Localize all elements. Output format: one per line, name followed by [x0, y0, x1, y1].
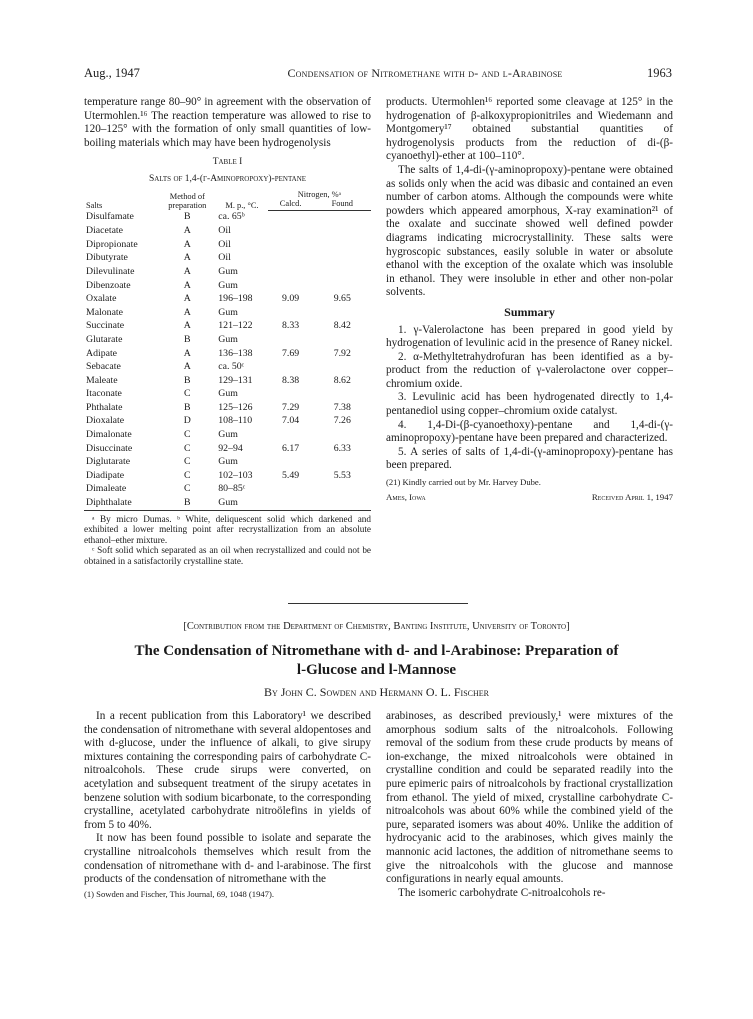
- cell-calcd: [268, 455, 314, 469]
- cell-found: 6.33: [333, 442, 351, 454]
- article-title-line-1: The Condensation of Nitromethane with d- and l-Arabinose: Preparation of: [134, 643, 619, 659]
- cell-method: A: [183, 225, 191, 237]
- cell-found: [314, 210, 371, 224]
- table-row: [84, 414, 371, 428]
- left-column-top: [84, 96, 371, 567]
- table-row: [84, 306, 371, 320]
- table-row: [84, 210, 371, 224]
- summary-item-1: 1. γ-Valerolactone has been prepared in good yield by hydrogenation of levulinic acid in the presence of Raney nickel.: [386, 323, 673, 350]
- cell-salt: Succinate: [86, 320, 125, 332]
- cell-salt: Malonate: [86, 306, 123, 318]
- cell-mp: Oil: [218, 225, 231, 237]
- contribution-line: [Contribution from the Department of Chemistry, Banting Institute, University of Toronto]: [183, 621, 570, 632]
- cell-salt: Diphthalate: [84, 496, 164, 510]
- cell-calcd: [268, 333, 314, 347]
- cell-method: A: [183, 293, 191, 305]
- cell-salt: Sebacate: [86, 361, 121, 373]
- cell-calcd: 8.38: [282, 374, 300, 386]
- table-title: Salts of 1,4-(γ-Aminopropoxy)-pentane: [148, 173, 307, 184]
- col-header-method: Method of preparation: [168, 192, 207, 211]
- header-date: Aug., 1947: [84, 66, 140, 80]
- cell-calcd: 7.69: [282, 347, 300, 359]
- right-column-top: [386, 96, 673, 505]
- table-row: [84, 496, 371, 510]
- table-row: [84, 360, 371, 374]
- cell-method: A: [183, 238, 191, 250]
- table-row: [84, 469, 371, 483]
- cell-method: B: [164, 496, 210, 510]
- cell-salt: Diglutarate: [86, 456, 131, 468]
- cell-mp: Gum: [218, 456, 238, 468]
- cell-method: C: [184, 388, 191, 400]
- table-row: [84, 442, 371, 456]
- summary-item-3: 3. Levulinic acid has been hydrogenated directly to 1,4-pentanediol using copper–chromium oxide catalyst.: [386, 391, 673, 418]
- table-row: [84, 401, 371, 415]
- table-row: [84, 319, 371, 333]
- cell-salt: Maleate: [86, 374, 118, 386]
- salts-table-body: [84, 210, 371, 510]
- col-header-mp: M. p., °C.: [225, 201, 259, 211]
- table-row: [84, 251, 371, 265]
- cell-mp: 102–103: [218, 469, 253, 481]
- right-paragraph-1: products. Utermohlen¹⁶ reported some cleavage at 125° in the hydrogenation of β-alkoxypropionitriles and Wiedemann and Montgomery¹⁷ obtained substantial quantities of hydrogenolysis products from the reduction of di-(β-cyanoethyl)-ether at 100–110°.: [386, 96, 673, 163]
- cell-found: [314, 265, 371, 279]
- cell-mp: ca. 50ᶜ: [218, 361, 245, 373]
- cell-calcd: 8.33: [282, 320, 300, 332]
- cell-salt: Dipropionate: [86, 238, 138, 250]
- table-salts: [84, 156, 371, 566]
- cell-calcd: 9.09: [282, 293, 300, 305]
- cell-method: A: [183, 265, 191, 277]
- body-paragraph-2: It now has been found possible to isolate and separate the crystalline nitroalcohols themselves which result from the condensation of nitromethane with d- and l-arabinose. The first products of the condensation of nitromethane with the: [84, 832, 371, 886]
- cell-method: C: [184, 456, 191, 468]
- cell-mp: ca. 65ᵇ: [218, 211, 245, 223]
- cell-calcd: [268, 428, 314, 442]
- cell-method: B: [184, 401, 191, 413]
- cell-mp: Gum: [218, 333, 238, 345]
- cell-found: 7.38: [333, 401, 351, 413]
- table-note-c: ᶜ Soft solid which separated as an oil when recrystallized and could not be obtained in a satisfactorily crystalline state.: [84, 545, 371, 566]
- table-row: [84, 333, 371, 347]
- cell-calcd: [268, 496, 314, 510]
- cell-found: [314, 279, 371, 293]
- cell-method: A: [183, 320, 191, 332]
- cell-method: C: [184, 483, 191, 495]
- cell-calcd: 7.04: [282, 415, 300, 427]
- cell-calcd: [268, 279, 314, 293]
- cell-method: B: [184, 374, 191, 386]
- cell-found: [314, 251, 371, 265]
- cell-mp: Gum: [210, 496, 267, 510]
- footnote-1: (1) Sowden and Fischer, This Journal, 69, 1048 (1947).: [84, 888, 274, 899]
- received-date: Received April 1, 1947: [591, 492, 673, 503]
- cell-salt: Disuccinate: [86, 442, 133, 454]
- cell-mp: 108–110: [218, 415, 253, 427]
- cell-method: D: [183, 415, 191, 427]
- intro-paragraph: temperature range 80–90° in agreement with the observation of Utermohlen.¹⁶ The reaction temperature was allowed to rise to 120–125° with the formation of only small quantities of low-boiling materials which may have been hydrogenolysis: [84, 96, 371, 149]
- cell-found: 5.53: [333, 469, 351, 481]
- table-row: [84, 279, 371, 293]
- cell-found: [314, 482, 371, 496]
- running-title: Condensation of Nitromethane with d- and l-Arabinose: [287, 66, 563, 80]
- article-title: [70, 642, 683, 680]
- cell-salt: Disulfamate: [86, 211, 134, 223]
- right-paragraph-2: The salts of 1,4-di-(γ-aminopropoxy)-pentane were obtained as solids only when the acid was dibasic and contained an even number of carbon atoms. Although the compounds were white powders which appeared amorphous, X-ray examination²¹ of the oxalate and succinate showed well defined powder diagrams indicating microcrystallinity. These salts were hygroscopic substances, easily soluble in water or absolute ethanol with the exception of the oxalate which was insoluble in ethanol. They were insoluble in ether and other non-polar solvents.: [386, 163, 673, 299]
- cell-method: A: [183, 361, 191, 373]
- cell-method: C: [184, 442, 191, 454]
- cell-calcd: [268, 360, 314, 374]
- cell-salt: Diacetate: [86, 225, 123, 237]
- col-header-calcd: Calcd.: [268, 199, 314, 211]
- cell-mp: Oil: [218, 252, 231, 264]
- cell-salt: Dimalonate: [86, 429, 132, 441]
- cell-found: [314, 224, 371, 238]
- table-note-a: [84, 514, 371, 546]
- cell-found: [314, 428, 371, 442]
- col-header-salts: Salts: [86, 201, 103, 211]
- cell-calcd: [268, 210, 314, 224]
- cell-mp: 121–122: [218, 320, 253, 332]
- cell-calcd: [268, 306, 314, 320]
- cell-calcd: [268, 224, 314, 238]
- body-paragraph-1: In a recent publication from this Laboratory¹ we described the condensation of nitromethane with several aldopentoses and with d-glucose, under the influence of alkali, to give sirupy mixtures containing the corresponding pairs of carbohydrate C-nitroalcohols. These crude sirups were converted, on acetylation and subsequent treatment of the sirupy acetates in benzene solution with sodium bicarbonate, to the corresponding crystalline, acetylated carbohydrate nitroölefins in yields of from 5 to 40%.: [84, 710, 371, 831]
- right-column-bottom: [386, 710, 673, 900]
- body-paragraph-3: arabinoses, as described previously,¹ were mixtures of the amorphous sodium salts of the nitroalcohols. Following removal of the sodium from these crude products by means of ion-exchange, the mixed nitroalcohols were obtained in crystalline condition and could be separated readily into the pure epimeric pairs of nitroalcohols by fractional crystallization from ethanol. The yield of mixed, crystalline carbohydrate C-nitroalcohols was about 60% while the combined yield of the pure, separated isomers was about 40%. Unlike the addition of hydrocyanic acid to the arabinoses, which gives mainly the mannonic acid lactones, the addition of nitromethane seems to give the nitroalcohols with the glucose and mannose configurations in nearly equal amounts.: [386, 710, 673, 886]
- received-line: [386, 491, 673, 505]
- cell-found: [314, 333, 371, 347]
- cell-calcd: [268, 387, 314, 401]
- cell-calcd: 7.29: [282, 401, 300, 413]
- left-column-bottom: [84, 710, 371, 900]
- cell-method: A: [183, 347, 191, 359]
- cell-salt: Diadipate: [86, 469, 125, 481]
- cell-salt: Adipate: [86, 347, 118, 359]
- section-divider: [288, 603, 468, 604]
- cell-mp: Oil: [218, 238, 231, 250]
- cell-mp: Gum: [218, 388, 238, 400]
- cell-salt: Dilevulinate: [86, 265, 135, 277]
- cell-found: [314, 238, 371, 252]
- page-number: 1963: [647, 66, 672, 80]
- summary-item-2: 2. α-Methyltetrahydrofuran has been identified as a by-product from the reduction of γ-valerolactone over copper–chromium oxide.: [386, 350, 673, 390]
- cell-mp: 125–126: [218, 401, 253, 413]
- table-note-b-text: ᵇ White, deliquescent solid which darkened and exhibited a lower melting point after recrystallization from an absolute ethanol–ether mixture.: [84, 513, 371, 545]
- table-row: [84, 238, 371, 252]
- table-row: [84, 482, 371, 496]
- table-label: Table I: [212, 157, 243, 168]
- cell-salt: Oxalate: [86, 293, 117, 305]
- cell-method: A: [183, 279, 191, 291]
- cell-found: [314, 387, 371, 401]
- cell-mp: Gum: [218, 306, 238, 318]
- table-footnotes: [84, 514, 371, 567]
- table-row: [84, 224, 371, 238]
- cell-found: [314, 360, 371, 374]
- cell-mp: 80–85ᶜ: [218, 483, 246, 495]
- authors: By John C. Sowden and Hermann O. L. Fischer: [263, 685, 489, 699]
- cell-salt: Dibutyrate: [86, 252, 128, 264]
- cell-salt: Dibenzoate: [86, 279, 131, 291]
- table-row: [84, 347, 371, 361]
- summary-heading: Summary: [504, 304, 555, 319]
- cell-mp: 92–94: [218, 442, 243, 454]
- summary-item-4: 4. 1,4-Di-(β-cyanoethoxy)-pentane and 1,4-di-(γ-aminopropoxy)-pentane have been prepared and characterized.: [386, 418, 673, 445]
- cell-found: [314, 306, 371, 320]
- table-row: [84, 428, 371, 442]
- article-title-line-2: l-Glucose and l-Mannose: [296, 662, 457, 678]
- cell-found: 7.92: [333, 347, 351, 359]
- cell-salt: Phthalate: [86, 401, 123, 413]
- cell-salt: Glutarate: [86, 333, 123, 345]
- cell-calcd: [268, 265, 314, 279]
- table-row: [84, 374, 371, 388]
- cell-method: B: [184, 333, 191, 345]
- cell-found: 8.62: [333, 374, 351, 386]
- col-header-found: Found: [314, 199, 371, 211]
- cell-method: B: [184, 211, 191, 223]
- cell-mp: Gum: [218, 279, 238, 291]
- table-row: [84, 265, 371, 279]
- cell-mp: Gum: [218, 265, 238, 277]
- cell-found: 9.65: [333, 293, 351, 305]
- cell-method: C: [184, 429, 191, 441]
- salts-table: [84, 190, 371, 511]
- cell-found: [314, 455, 371, 469]
- table-note-a-text: ᵃ By micro Dumas.: [92, 513, 172, 524]
- cell-calcd: [268, 482, 314, 496]
- cell-found: 7.26: [333, 415, 351, 427]
- cell-method: A: [183, 306, 191, 318]
- cell-method: C: [184, 469, 191, 481]
- cell-salt: Itaconate: [86, 388, 122, 400]
- table-row: [84, 387, 371, 401]
- cell-calcd: 6.17: [282, 442, 300, 454]
- cell-salt: Dimaleate: [86, 483, 127, 495]
- cell-mp: 196–198: [218, 293, 253, 305]
- cell-method: A: [183, 252, 191, 264]
- summary-item-5: 5. A series of salts of 1,4-di-(γ-aminopropoxy)-pentane has been prepared.: [386, 445, 673, 472]
- body-paragraph-4: The isomeric carbohydrate C-nitroalcohols re-: [398, 886, 606, 899]
- footnote-21: (21) Kindly carried out by Mr. Harvey Dube.: [386, 477, 541, 488]
- cell-salt: Dioxalate: [86, 415, 125, 427]
- cell-mp: Gum: [218, 429, 238, 441]
- table-row: [84, 455, 371, 469]
- cell-mp: 129–131: [218, 374, 253, 386]
- place: Ames, Iowa: [386, 492, 426, 503]
- cell-found: 8.42: [333, 320, 351, 332]
- cell-mp: 136–138: [218, 347, 253, 359]
- cell-calcd: [268, 238, 314, 252]
- cell-calcd: 5.49: [282, 469, 300, 481]
- col-header-nitrogen: Nitrogen, %ᵃ: [297, 189, 341, 199]
- cell-found: [314, 496, 371, 510]
- table-row: [84, 292, 371, 306]
- cell-calcd: [268, 251, 314, 265]
